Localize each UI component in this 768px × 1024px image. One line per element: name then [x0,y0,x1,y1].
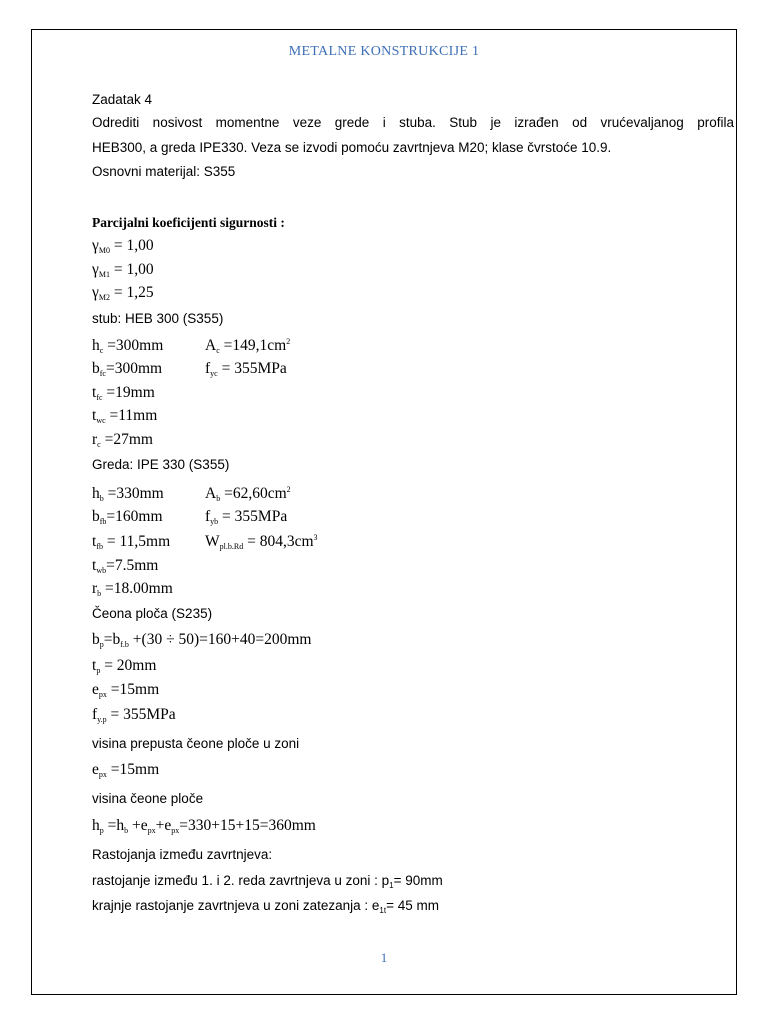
overhang-text: visina prepusta čeone ploče u zoni [92,736,300,751]
overhang-formula: $e_{px} =15mm$ [92,761,160,779]
beam-b-row: $b_{fb}=160mm$ $f_{yb} = 355MPa$ [92,508,288,526]
plate-bp: $b_p=b_{f.b} +(30 \div 50)=160+40=200mm$ [92,631,312,649]
plate-tp: $t_p = 20mm$ [92,657,157,675]
spacing-line-1: rastojanje između 1. i 2. reda zavrtnjeva u zoni : $p_1= 90mm$ [92,873,443,890]
gamma-m0: $\gamma_{M0} = 1,00$ [92,237,154,255]
beam-r: $r_b =18.00mm$ [92,580,173,598]
partial-factors-heading: Parcijalni koeficijenti sigurnosti : [92,215,285,230]
base-material: Osnovni materijal: S355 [92,164,236,179]
beam-tw: $t_{wb}=7.5mm$ [92,557,159,575]
intro-line-2: HEB300, a greda IPE330. Veza se izvodi pomoću zavrtnjeva M20; klase čvrstoće 10.9. [92,140,612,155]
gamma-m1: $\gamma_{M1} = 1,00$ [92,261,154,279]
spacing-line-2: krajnje rastojanje zavrtnjeva u zoni zatezanja : $e_{1t}= 45$ mm [92,898,439,915]
intro-line-1: Odrediti nosivost momentne veze grede i stuba. Stub je izrađen od vrućevaljanog profila [92,115,734,130]
page-header: METALNE KONSTRUKCIJE 1 [288,44,480,59]
page-number: 1 [380,950,388,965]
gamma-m2: $\gamma_{M2} = 1,25$ [92,284,154,302]
plate-epx: $e_{px} =15mm$ [92,681,160,699]
plate-fyp: $f_{y.p} = 355MPa$ [92,706,176,724]
column-tw: $t_{wc} =11mm$ [92,407,158,425]
height-formula: $h_p =h_b +e_{px}+e_{px}=330+15+15=360mm$ [92,817,316,835]
beam-tf-row: $t_{fb} = 11,5mm$ $W_{pl.b.Rd} = 804,3cm^3$ [92,533,318,551]
column-b-row: $b_{fc}=300mm$ $f_{yc} = 355MPa$ [92,360,287,378]
column-heading: stub: HEB 300 (S355) [92,311,224,326]
column-tf: $t_{fc} =19mm$ [92,384,155,402]
beam-heading: Greda: IPE 330 (S355) [92,457,230,472]
bolt-spacing-heading: Rastojanja između zavrtnjeva: [92,847,273,862]
beam-h-row: $h_b =330mm$ $A_b =62,60cm^2$ [92,485,291,503]
task-title: Zadatak 4 [92,92,153,107]
column-h-row: $h_c =300mm$ $A_c =149,1cm^2$ [92,337,291,355]
plate-heading: Čeona ploča (S235) [92,606,213,621]
document-page [31,29,737,995]
column-r: $r_c =27mm$ [92,431,153,449]
height-text: visina čeone ploče [92,791,204,806]
